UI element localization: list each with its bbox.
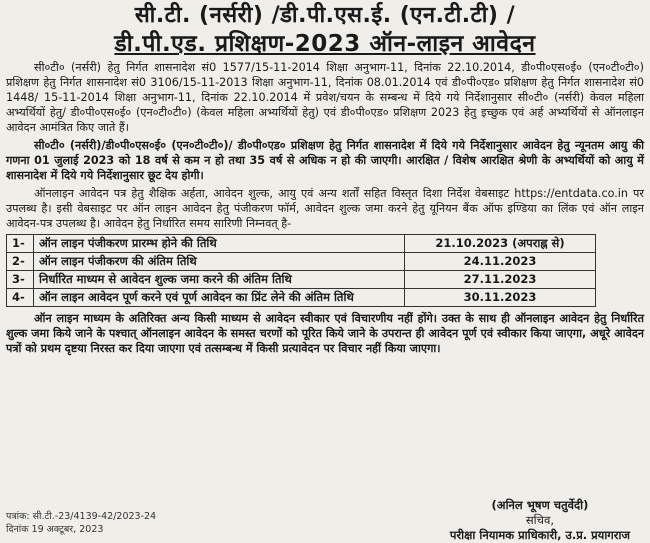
signatory-designation: सचिव,	[525, 513, 555, 527]
schedule-serial: 3-	[7, 271, 34, 289]
schedule-date: 27.11.2023	[405, 271, 596, 289]
schedule-description: ऑन लाइन आवेदन पूर्ण करने एवं पूर्ण आवेदन का प्रिंट लेने की अंतिम तिथि	[34, 289, 405, 307]
schedule-row	[7, 253, 596, 271]
schedule-date: 21.10.2023 (अपराह्न से)	[405, 235, 596, 253]
schedule-description: निर्धारित माध्यम से आवेदन शुल्क जमा करने की अंतिम तिथि	[34, 271, 405, 289]
schedule-row	[7, 271, 596, 289]
notice-paragraph-intro: सी०टी० (नर्सरी) हेतु निर्गत शासनादेश सं0 1577/15-11-2014 शिक्षा अनुभाग-11, दिनांक 22.10.2014, डी०पी०एस०ई० (एन०टी०टी०) प्रशिक्षण हेतु निर्गत शासनादेश सं0 3106/15-11-2013 शिक्षा अनुभाग-11, दिनांक 08.01.2014 एवं डी०पी०एड० प्रशिक्षण हेतु निर्गत शासनादेश सं0 1448/ 15-11-2014 शिक्षा अनुभाग-11, दिनांक 22.10.2014 में प्रवेश/चयन के सम्बन्ध में दिये गये निर्देशानुसार सी०टी० (नर्सरी) केवल महिला अभ्यर्थियों हेतु/ डी०पी०एस०ई० (एन०टी०टी०) (केवल महिला अभ्यर्थियों हेतु) एवं डी०पी०एड० प्रशिक्षण 2023 हेतु इच्छुक एवं अर्ह अभ्यर्थियों से ऑनलाइन आवेदन आमंत्रित किए जाते हैं।	[6, 61, 644, 134]
schedule-row	[7, 289, 596, 307]
signature-block	[450, 498, 630, 543]
schedule-table	[6, 234, 596, 307]
schedule-date: 24.11.2023	[405, 253, 596, 271]
signatory-office: परीक्षा नियामक प्राधिकारी, उ.प्र. प्रयागराज	[449, 528, 630, 542]
schedule-row	[7, 235, 596, 253]
signatory-name: (अनिल भूषण चतुर्वेदी)	[491, 498, 589, 512]
schedule-description: ऑन लाइन पंजीकरण की अंतिम तिथि	[34, 253, 405, 271]
notice-paragraph-age: सी०टी० (नर्सरी)/डी०पी०एस०ई० (एन०टी०टी०)/ डी०पी०एड० प्रशिक्षण हेतु निर्गत शासनादेश में दिये गये निर्देशानुसार आवेदन हेतु न्यूनतम आयु की गणना 01 जुलाई 2023 को 18 वर्ष से कम न हो तथा 35 वर्ष से अधिक न हो की जाएगी। आरक्षित / विशेष आरक्षित श्रेणी के अभ्यर्थियों को आयु में शासनादेश में दिये गये निर्देशानुसार छूट देय होगी।	[6, 139, 644, 182]
schedule-date: 30.11.2023	[405, 289, 596, 307]
notice-document	[6, 0, 644, 540]
notice-title-line2: डी.पी.एड. प्रशिक्षण-2023 ऑन-लाइन आवेदन	[114, 31, 536, 57]
schedule-description: ऑन लाइन पंजीकरण प्रारम्भ होने की तिथि	[34, 235, 405, 253]
schedule-serial: 2-	[7, 253, 34, 271]
schedule-serial: 4-	[7, 289, 34, 307]
notice-paragraph-website: ऑनलाइन आवेदन पत्र हेतु शैक्षिक अर्हता, आवेदन शुल्क, आयु एवं अन्य शर्तों सहित विस्तृत दिशा निर्देश वेबसाइट https://entdata.co.in पर उपलब्ध है। इसी वेबसाइट पर ऑन लाइन आवेदन हेतु पंजीकरण फॉर्म, आवेदन शुल्क जमा करने हेतु यूनियन बैंक ऑफ इण्डिया का लिंक एवं ऑन लाइन आवेदन-पत्र उपलब्ध है। आवेदन हेतु निर्धारित समय सारिणी निम्नवत् है-	[6, 187, 644, 230]
reference-date: दिनांक 19 अक्टूबर, 2023	[6, 524, 104, 535]
schedule-serial: 1-	[7, 235, 34, 253]
reference-block	[6, 510, 156, 536]
notice-title-line1: सी.टी. (नर्सरी) /डी.पी.एस.ई. (एन.टी.टी) /	[134, 3, 516, 28]
reference-number: पत्रांक: सी.टी.-23/4139-42/2023-24	[6, 511, 157, 522]
notice-paragraph-conditions: ऑन लाइन माध्यम के अतिरिक्त अन्य किसी माध्यम से आवेदन स्वीकार एवं विचारणीय नहीं होंगे। उक्त के साथ ही ऑनलाइन आवेदन हेतु निर्धारित शुल्क जमा किये जाने के पश्चात् ऑनलाइन आवेदन के समस्त चरणों को पूरित किये जाने के उपरान्त ही आवेदन पूर्ण एवं स्वीकार किया जाएगा, अधूरे आवेदन पत्रों को प्रथम दृष्टया निरस्त कर दिया जाएगा एवं तत्सम्बन्ध में किसी प्रत्यावेदन पर विचार नहीं किया जाएगा।	[6, 312, 644, 355]
